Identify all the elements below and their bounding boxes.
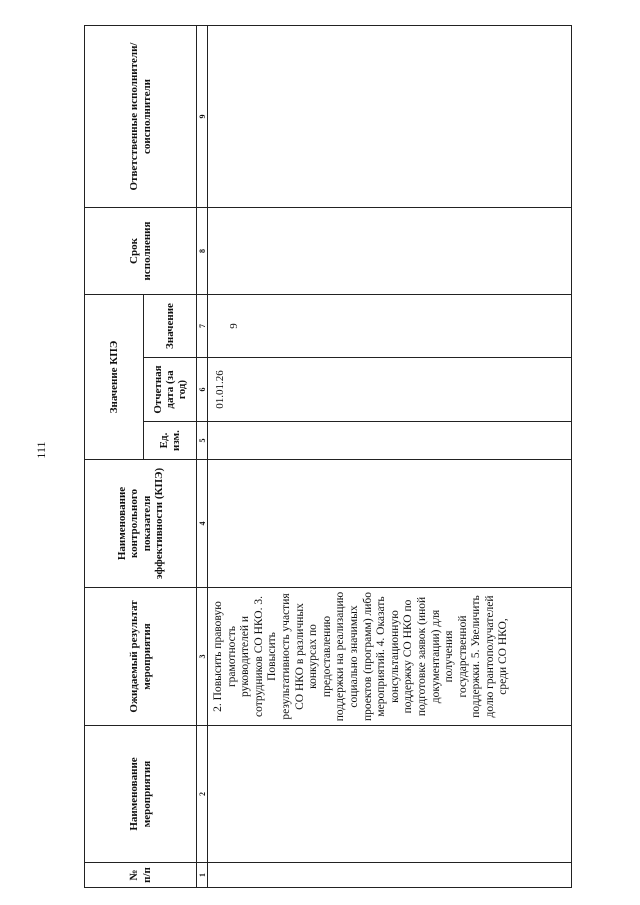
cell-unit <box>208 422 572 460</box>
cell-kpe-name <box>208 460 572 588</box>
cell-num <box>208 863 572 888</box>
cell-value: 9 <box>208 295 572 358</box>
cell-executors <box>208 26 572 208</box>
header-kpe-name: Наименование контрольного показателя эффективности (КПЭ) <box>85 460 197 588</box>
column-number: 8 <box>197 208 208 295</box>
header-kpe-value: Значение КПЭ <box>85 295 144 460</box>
rotated-table-container <box>84 26 572 888</box>
activity-plan-table <box>84 25 572 888</box>
header-expected-result: Ожидаемый результат мероприятия <box>85 588 197 726</box>
table-row <box>208 26 572 888</box>
column-number: 5 <box>197 422 208 460</box>
page-number: 111 <box>34 441 48 459</box>
header-event-name: Наименование мероприятия <box>85 726 197 863</box>
column-number: 6 <box>197 358 208 422</box>
cell-report-date: 01.01.26 <box>208 358 572 422</box>
cell-deadline <box>208 208 572 295</box>
header-deadline: Срок исполнения <box>85 208 197 295</box>
column-number: 1 <box>197 863 208 888</box>
header-value: Значение <box>144 295 197 358</box>
column-number: 7 <box>197 295 208 358</box>
cell-expected-result: 2. Повысить правовую грамотность руководителей и сотрудников СО НКО. 3. Повысить результативность участия СО НКО в различных конкурсах по предоставлению поддержки на реализацию социально значимых проектов (программ) либо мероприятий. 4. Оказать консультационную поддержку СО НКО по подготовке заявок (иной документации) для получения государственной поддержки. 5. Увеличить долю грантополучателей среди СО НКО, <box>208 588 572 726</box>
header-report-date: Отчетная дата (за год) <box>144 358 197 422</box>
cell-event-name <box>208 726 572 863</box>
header-unit: Ед. изм. <box>144 422 197 460</box>
column-number: 4 <box>197 460 208 588</box>
column-number: 2 <box>197 726 208 863</box>
column-number-row <box>197 26 208 888</box>
header-row-1 <box>85 26 144 888</box>
column-number: 9 <box>197 26 208 208</box>
header-num: № п/п <box>85 863 197 888</box>
column-number: 3 <box>197 588 208 726</box>
header-executors: Ответственные исполнители/ соисполнители <box>85 26 197 208</box>
